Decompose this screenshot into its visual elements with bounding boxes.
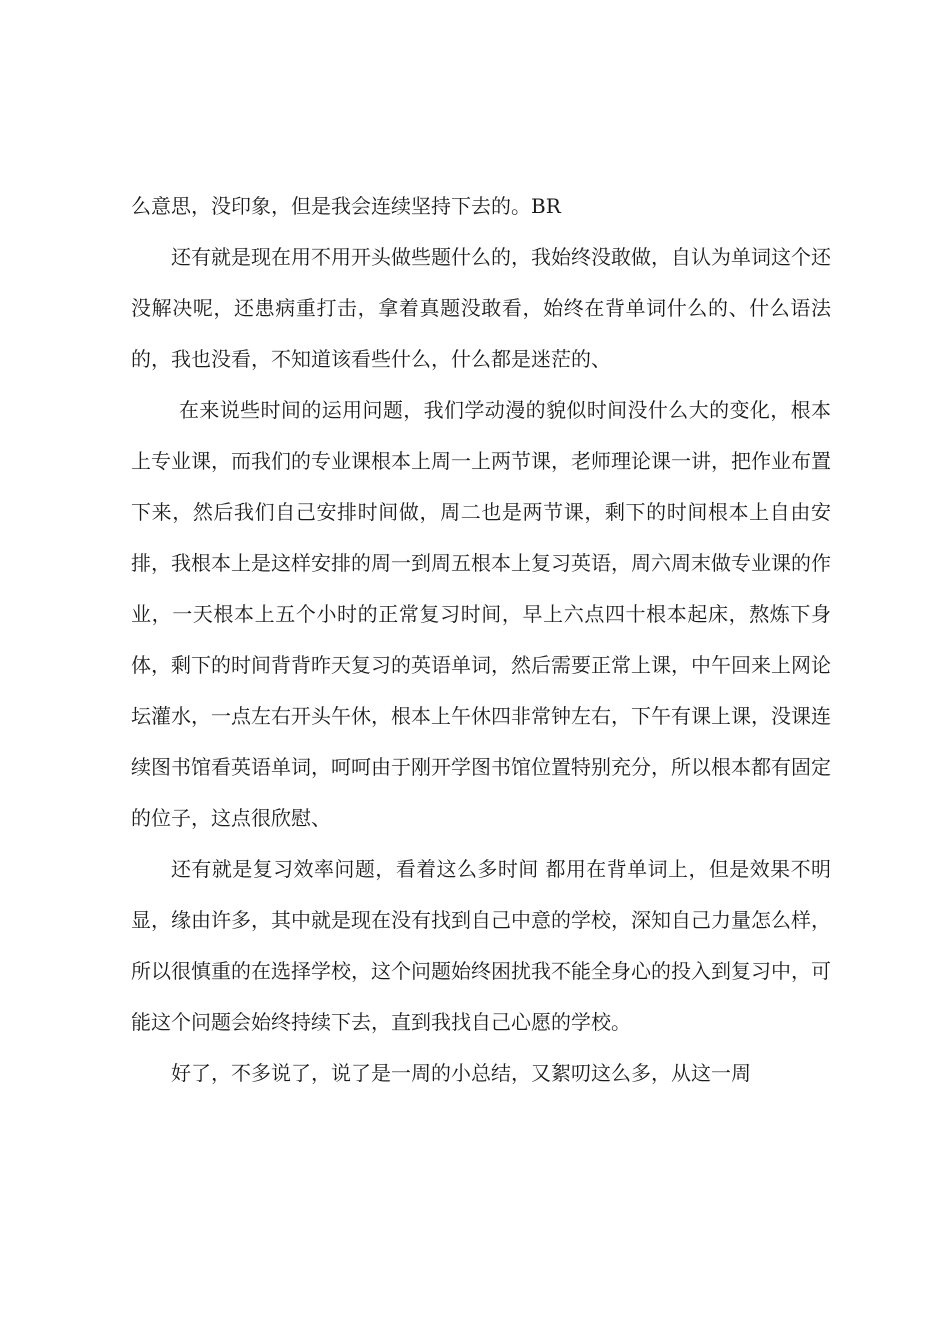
paragraph-3: 在来说些时间的运用问题，我们学动漫的貌似时间没什么大的变化，根本上专业课，而我们的专业课根本上周一上两节课，老师理论课一讲，把作业布置下来，然后我们自己安排时间做，周二也是两节课，剩下的时间根本上自由安排，我根本上是这样安排的周一到周五根本上复习英语，周六周末做专业课的作业，一天根本上五个小时的正常复习时间，早上六点四十根本起床，熬炼下身体，剩下的时间背背昨天复习的英语单词，然后需要正常上课，中午回来上网论坛灌水，一点左右开头午休，根本上午休四非常钟左右，下午有课上课，没课连续图书馆看英语单词，呵呵由于刚开学图书馆位置特别充分，所以根本都有固定的位子，这点很欣慰、 xyxy=(131,398,831,830)
paragraph-5: 好了，不多说了，说了是一周的小总结，又絮叨这么多，从这一周 xyxy=(171,1061,751,1085)
paragraph-4: 还有就是复习效率问题，看着这么多时间 都用在背单词上，但是效果不明显，缘由许多，其中就是现在没有找到自己中意的学校，深知自己力量怎么样，所以很慎重的在选择学校，这个问题始终困扰我不能全身心的投入到复习中，可能这个问题会始终持续下去，直到我找自己心愿的学校。 xyxy=(131,857,831,1034)
paragraph-1: 么意思，没印象，但是我会连续坚持下去的。BR xyxy=(131,194,561,218)
document-body xyxy=(131,181,831,1099)
paragraph-2: 还有就是现在用不用开头做些题什么的，我始终没敢做，自认为单词这个还没解决呢，还患病重打击，拿着真题没敢看，始终在背单词什么的、什么语法的，我也没看，不知道该看些什么，什么都是迷茫的、 xyxy=(131,245,831,371)
